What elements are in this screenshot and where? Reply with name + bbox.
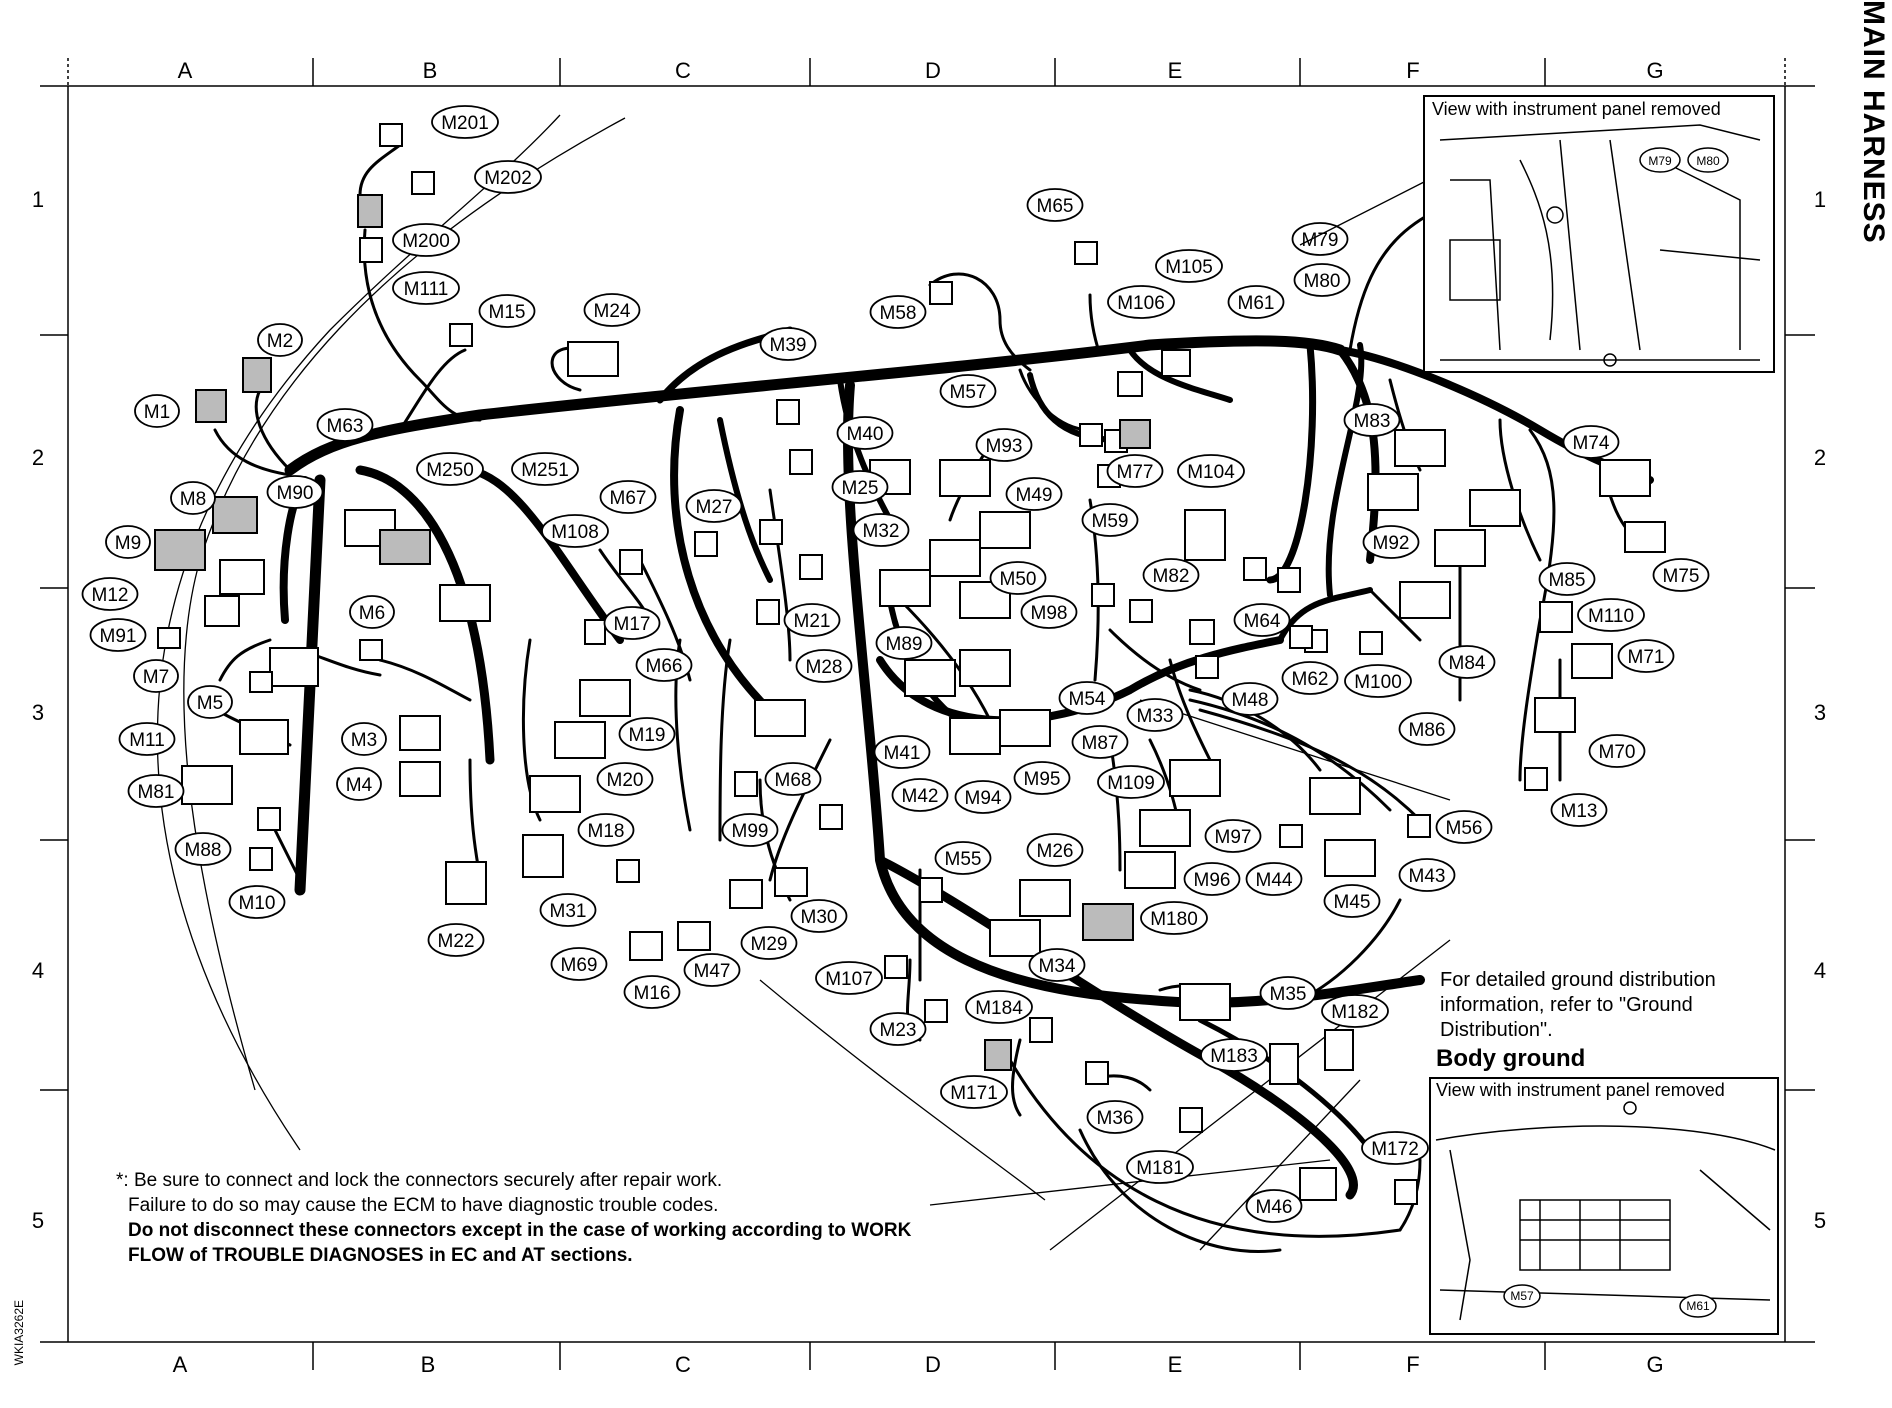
- connector-label-text: M54: [1068, 689, 1106, 710]
- connector-label-text: M64: [1243, 611, 1281, 632]
- connector-label-text: M181: [1136, 1158, 1184, 1179]
- connector-label-text: M36: [1096, 1108, 1134, 1129]
- connector-label-m54: [1060, 682, 1115, 714]
- document-id: WKIA3262E: [12, 1300, 26, 1366]
- connector-label-text: M68: [774, 770, 812, 791]
- connector-label-m90: [268, 476, 323, 508]
- connector-label-m82: [1144, 559, 1199, 591]
- connector-label-text: M19: [628, 725, 666, 746]
- connector-label-m13: [1552, 794, 1607, 826]
- connector-label-m41: [875, 736, 930, 768]
- connector-label-m50: [991, 562, 1046, 594]
- connector-label-text: M63: [326, 416, 364, 437]
- connector-label-text: M110: [1587, 606, 1635, 627]
- connector-label-text: M16: [633, 983, 671, 1004]
- connector-label-text: M81: [137, 782, 175, 803]
- connector-label-m22: [429, 924, 484, 956]
- connector-label-m10: [230, 886, 285, 918]
- connector-label-m43: [1400, 859, 1455, 891]
- connector-label-m3: [342, 723, 386, 755]
- connector-label-m59: [1083, 504, 1138, 536]
- page-title: MAIN HARNESS: [1857, 0, 1890, 244]
- connector-label-m80: [1295, 264, 1350, 296]
- connector-label-m88: [176, 833, 231, 865]
- inset-label-m80: M80: [1696, 154, 1720, 168]
- connector-label-text: M202: [484, 168, 532, 189]
- connector-label-text: M4: [345, 775, 373, 796]
- footnote-line-1: *: Be sure to connect and lock the connectors securely after repair work.: [116, 1170, 723, 1191]
- connector-label-m12: [83, 578, 138, 610]
- inset-top: [1300, 96, 1774, 372]
- connector-label-text: M105: [1165, 257, 1213, 278]
- connector-label-m106: [1108, 286, 1174, 318]
- connector-label-text: M27: [695, 497, 733, 518]
- connector-label-m42: [893, 779, 948, 811]
- connector-label-m87: [1073, 726, 1128, 758]
- connector-label-m110: [1578, 599, 1644, 631]
- connector-label-text: M67: [609, 488, 647, 509]
- footnote-line-3: Do not disconnect these connectors except in the case of working according to WORK FLOW of TROUBLE DIAGNOSES in EC and AT sections.: [128, 1220, 912, 1266]
- connector-label-m4: [337, 768, 381, 800]
- connector-label-text: M39: [769, 335, 807, 356]
- col-label: B: [422, 58, 438, 83]
- connector-label-text: M47: [693, 961, 731, 982]
- connector-label-text: M172: [1371, 1139, 1419, 1160]
- connector-label-text: M34: [1038, 956, 1076, 977]
- connector-label-text: M86: [1408, 720, 1446, 741]
- connector-label-text: M28: [805, 657, 843, 678]
- connector-label-m171: [941, 1076, 1007, 1108]
- connector-label-text: M30: [800, 907, 838, 928]
- connector-label-m77: [1108, 455, 1163, 487]
- connector-label-text: M45: [1333, 892, 1371, 913]
- connector-label-m61: [1229, 286, 1284, 318]
- connector-label-m68: [766, 763, 821, 795]
- connector-label-m251: [512, 453, 578, 485]
- col-label: E: [1167, 58, 1183, 83]
- column-labels-bottom: [173, 1352, 1664, 1377]
- connector-label-m19: [620, 718, 675, 750]
- connector-label-m83: [1345, 404, 1400, 436]
- connector-label-text: M184: [975, 998, 1023, 1019]
- connector-label-m63: [318, 409, 373, 441]
- connector-label-m95: [1015, 762, 1070, 794]
- connector-label-m28: [797, 650, 852, 682]
- connector-label-text: M23: [879, 1020, 917, 1041]
- connector-label-text: M8: [179, 489, 207, 510]
- connector-label-m93: [977, 429, 1032, 461]
- inset-bottom: [1430, 1078, 1778, 1334]
- connector-label-m7: [134, 660, 178, 692]
- connector-label-m75: [1654, 559, 1709, 591]
- connector-label-text: M100: [1354, 672, 1402, 693]
- footnote-line-2: Failure to do so may cause the ECM to have diagnostic trouble codes.: [128, 1195, 719, 1216]
- connector-label-text: M6: [358, 603, 386, 624]
- connector-label-text: M26: [1036, 841, 1074, 862]
- connector-label-text: M59: [1091, 511, 1129, 532]
- connector-label-text: M13: [1560, 801, 1598, 822]
- connector-label-m47: [685, 954, 740, 986]
- connector-label-m183: [1201, 1039, 1267, 1071]
- connector-label-text: M20: [606, 770, 644, 791]
- connector-label-text: M82: [1152, 566, 1190, 587]
- row-label: 1: [31, 187, 45, 212]
- connector-label-text: M29: [750, 934, 788, 955]
- connector-label-text: M2: [266, 331, 294, 352]
- inset-label-m61: M61: [1686, 1299, 1710, 1313]
- connector-label-m84: [1440, 646, 1495, 678]
- connector-label-m180: [1141, 902, 1207, 934]
- connector-label-text: M96: [1193, 870, 1231, 891]
- connector-label-m31: [541, 894, 596, 926]
- connector-label-m1: [135, 395, 179, 427]
- col-label: D: [925, 58, 941, 83]
- inset-label-m79: M79: [1648, 154, 1672, 168]
- connector-label-text: M5: [196, 693, 224, 714]
- row-label: 1: [1813, 187, 1827, 212]
- connector-label-text: M32: [862, 521, 900, 542]
- connector-label-text: M87: [1081, 733, 1119, 754]
- connector-label-m9: [106, 526, 150, 558]
- connector-label-text: M24: [593, 301, 631, 322]
- connector-label-text: M77: [1116, 462, 1154, 483]
- row-label: 4: [1813, 958, 1827, 983]
- col-label: A: [172, 1352, 188, 1377]
- connector-label-m30: [792, 900, 847, 932]
- connector-label-text: M92: [1372, 533, 1410, 554]
- connector-label-text: M106: [1117, 293, 1165, 314]
- connector-label-text: M84: [1448, 653, 1486, 674]
- connector-label-m6: [350, 596, 394, 628]
- connector-label-m64: [1235, 604, 1290, 636]
- row-label: 4: [31, 958, 45, 983]
- connector-label-m184: [966, 991, 1032, 1023]
- connector-label-m32: [854, 514, 909, 546]
- connector-label-m85: [1540, 563, 1595, 595]
- connector-label-text: M104: [1187, 462, 1235, 483]
- connector-label-text: M15: [488, 302, 526, 323]
- connector-label-text: M89: [885, 634, 923, 655]
- connector-label-m96: [1185, 863, 1240, 895]
- connector-label-text: M200: [402, 231, 450, 252]
- connector-label-m111: [393, 272, 459, 304]
- connector-label-m79: [1293, 223, 1348, 255]
- connector-label-m62: [1283, 662, 1338, 694]
- connector-label-text: M50: [999, 569, 1037, 590]
- connector-label-text: M21: [793, 611, 831, 632]
- connector-label-text: M1: [143, 402, 171, 423]
- ground-distribution-note: For detailed ground distribution information, refer to "Ground Distribution".: [1440, 969, 1716, 1041]
- connector-label-text: M22: [437, 931, 475, 952]
- connector-label-text: M57: [949, 382, 987, 403]
- connector-label-m94: [956, 781, 1011, 813]
- connector-label-text: M9: [114, 533, 142, 554]
- connector-label-m40: [838, 417, 893, 449]
- column-labels-top: [178, 58, 1664, 83]
- row-label: 2: [1813, 445, 1827, 470]
- row-label: 3: [1813, 700, 1827, 725]
- connector-label-text: M251: [521, 460, 569, 481]
- connector-label-m202: [475, 161, 541, 193]
- connector-label-text: M91: [99, 626, 137, 647]
- connector-label-text: M42: [901, 786, 939, 807]
- connector-label-m35: [1261, 977, 1316, 1009]
- connector-label-m56: [1437, 811, 1492, 843]
- row-label: 5: [31, 1208, 45, 1233]
- connector-label-m98: [1022, 596, 1077, 628]
- connector-label-text: M62: [1291, 669, 1329, 690]
- connector-label-m34: [1030, 949, 1085, 981]
- connector-label-m45: [1325, 885, 1380, 917]
- connector-label-text: M25: [841, 478, 879, 499]
- connector-label-text: M48: [1231, 690, 1269, 711]
- connector-label-m33: [1128, 699, 1183, 731]
- connector-label-m200: [393, 224, 459, 256]
- connector-label-text: M79: [1301, 230, 1339, 251]
- connector-label-text: M7: [142, 667, 170, 688]
- connector-label-m81: [129, 775, 184, 807]
- col-label: F: [1406, 1352, 1420, 1377]
- row-label: 3: [31, 700, 45, 725]
- inset-top-caption: View with instrument panel removed: [1432, 99, 1721, 119]
- connector-label-m71: [1619, 640, 1674, 672]
- connector-label-m250: [417, 453, 483, 485]
- connector-label-text: M58: [879, 303, 917, 324]
- connector-label-m2: [258, 324, 302, 356]
- inset-bottom-caption: View with instrument panel removed: [1436, 1080, 1725, 1100]
- connector-label-text: M71: [1627, 647, 1665, 668]
- col-label: A: [177, 58, 193, 83]
- connector-label-m8: [171, 482, 215, 514]
- col-label: E: [1167, 1352, 1183, 1377]
- connector-label-m57: [941, 375, 996, 407]
- connector-label-m49: [1007, 478, 1062, 510]
- connector-label-m108: [542, 515, 608, 547]
- connector-label-text: M88: [184, 840, 222, 861]
- connector-label-text: M98: [1030, 603, 1068, 624]
- connector-label-m23: [871, 1013, 926, 1045]
- connector-label-m46: [1247, 1190, 1302, 1222]
- connector-label-text: M3: [350, 730, 378, 751]
- connector-label-text: M31: [549, 901, 587, 922]
- connector-label-text: M18: [587, 821, 625, 842]
- col-label: C: [675, 58, 691, 83]
- connector-label-text: M66: [645, 656, 683, 677]
- col-label: G: [1646, 58, 1664, 83]
- connector-label-m17: [605, 607, 660, 639]
- connector-label-m99: [723, 814, 778, 846]
- connector-label-text: M41: [883, 743, 921, 764]
- connector-label-m20: [598, 763, 653, 795]
- connector-label-text: M49: [1015, 485, 1053, 506]
- connector-label-text: M183: [1210, 1046, 1258, 1067]
- connector-label-m107: [816, 962, 882, 994]
- connector-label-text: M69: [560, 955, 598, 976]
- connector-label-text: M75: [1662, 566, 1700, 587]
- connector-label-text: M35: [1269, 984, 1307, 1005]
- connector-label-m25: [833, 471, 888, 503]
- connector-label-m181: [1127, 1151, 1193, 1183]
- connector-label-m58: [871, 296, 926, 328]
- connector-label-text: M111: [403, 279, 449, 300]
- connector-label-m39: [761, 328, 816, 360]
- connector-label-m65: [1028, 189, 1083, 221]
- connector-label-m92: [1364, 526, 1419, 558]
- connector-label-m74: [1564, 426, 1619, 458]
- connector-label-m18: [579, 814, 634, 846]
- connector-label-m21: [785, 604, 840, 636]
- repair-footnote: [116, 1168, 948, 1268]
- connector-label-text: M107: [825, 969, 873, 990]
- connector-label-text: M55: [944, 849, 982, 870]
- connector-label-text: M93: [985, 436, 1023, 457]
- connector-label-m201: [432, 106, 498, 138]
- connector-label-m44: [1247, 863, 1302, 895]
- connector-label-text: M108: [551, 522, 599, 543]
- connector-label-text: M171: [950, 1083, 998, 1104]
- connector-label-text: M33: [1136, 706, 1174, 727]
- connector-label-text: M95: [1023, 769, 1061, 790]
- connector-label-m15: [480, 295, 535, 327]
- row-label: 2: [31, 445, 45, 470]
- connector-label-text: M74: [1572, 433, 1610, 454]
- col-label: C: [675, 1352, 691, 1377]
- connector-label-m91: [91, 619, 146, 651]
- connector-label-text: M90: [276, 483, 314, 504]
- connector-label-text: M182: [1331, 1002, 1379, 1023]
- connector-label-text: M12: [91, 585, 129, 606]
- connector-label-m26: [1028, 834, 1083, 866]
- connector-label-text: M56: [1445, 818, 1483, 839]
- connector-label-text: M65: [1036, 196, 1074, 217]
- connector-label-m11: [120, 723, 175, 755]
- col-label: F: [1406, 58, 1420, 83]
- connector-label-m69: [552, 948, 607, 980]
- connector-label-m109: [1098, 766, 1164, 798]
- connector-label-text: M83: [1353, 411, 1391, 432]
- connector-label-m66: [637, 649, 692, 681]
- connector-label-m97: [1206, 820, 1261, 852]
- connector-label-text: M97: [1214, 827, 1252, 848]
- connector-label-m27: [687, 490, 742, 522]
- connector-label-m16: [625, 976, 680, 1008]
- col-label: B: [420, 1352, 436, 1377]
- connector-label-text: M85: [1548, 570, 1586, 591]
- connector-label-m104: [1178, 455, 1244, 487]
- connector-label-text: M46: [1255, 1197, 1293, 1218]
- connector-label-m105: [1156, 250, 1222, 282]
- inset-label-m57: M57: [1510, 1289, 1534, 1303]
- connector-label-m89: [877, 627, 932, 659]
- connector-label-m24: [585, 294, 640, 326]
- connector-label-text: M11: [129, 730, 165, 751]
- connector-label-m67: [601, 481, 656, 513]
- col-label: G: [1646, 1352, 1664, 1377]
- connector-label-text: M180: [1150, 909, 1198, 930]
- connector-label-text: M99: [731, 821, 769, 842]
- connector-label-m172: [1362, 1132, 1428, 1164]
- connector-label-m86: [1400, 713, 1455, 745]
- row-label: 5: [1813, 1208, 1827, 1233]
- connector-label-text: M250: [426, 460, 474, 481]
- connector-label-text: M61: [1237, 293, 1275, 314]
- connector-label-text: M201: [441, 113, 489, 134]
- connector-label-text: M94: [964, 788, 1002, 809]
- connector-label-text: M17: [613, 614, 651, 635]
- connector-label-text: M10: [238, 893, 276, 914]
- connector-label-text: M109: [1107, 773, 1155, 794]
- connector-label-m29: [742, 927, 797, 959]
- connector-label-text: M40: [846, 424, 884, 445]
- connector-label-m48: [1223, 683, 1278, 715]
- connector-label-text: M43: [1408, 866, 1446, 887]
- connector-label-text: M44: [1255, 870, 1293, 891]
- connector-label-m55: [936, 842, 991, 874]
- connector-label-m100: [1345, 665, 1411, 697]
- body-ground-title: Body ground: [1436, 1045, 1586, 1072]
- connector-label-m36: [1088, 1101, 1143, 1133]
- connector-label-text: M70: [1598, 742, 1636, 763]
- connector-label-m5: [188, 686, 232, 718]
- connector-label-m182: [1322, 995, 1388, 1027]
- col-label: D: [925, 1352, 941, 1377]
- connector-label-text: M80: [1303, 271, 1341, 292]
- connector-label-m70: [1590, 735, 1645, 767]
